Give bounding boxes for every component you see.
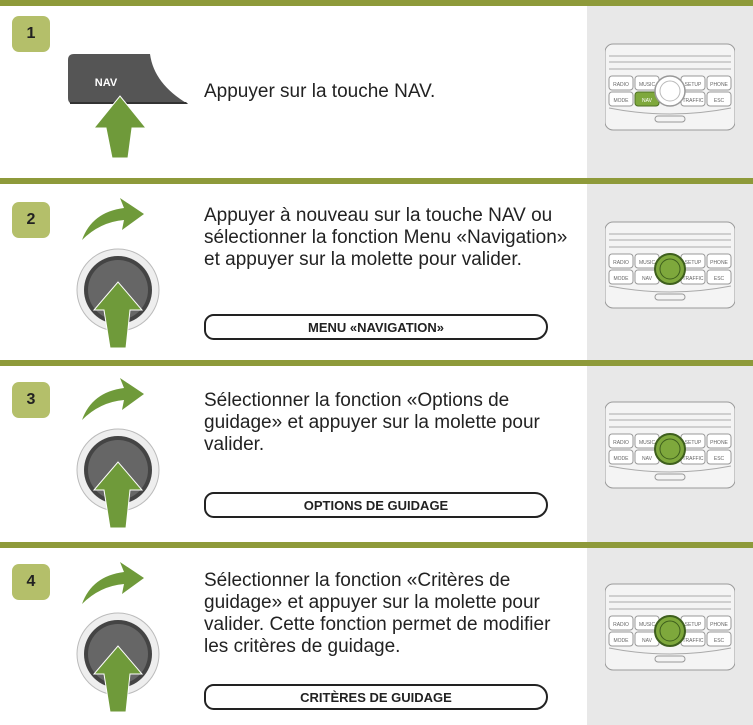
radio-key-phone-label: PHONE [710,82,728,88]
step-number: 1 [12,16,50,52]
radio-key-music-label: MUSIC [638,260,656,266]
menu-navigation-button[interactable]: MENU «NAVIGATION» [204,314,548,340]
radio-key-setup-label: SETUP [684,440,702,446]
radio-key-mode-label: MODE [613,98,629,104]
radio-key-nav-label: NAV [642,638,652,644]
nav-key-label: NAV [94,77,118,89]
radio-slot-4 [605,576,735,681]
nav-key-illustration [68,54,190,160]
step-number: 2 [12,202,50,238]
radio-unit-illustration [605,214,735,314]
step-instruction: Sélectionner la fonction «Critères de guidage» et appuyer sur la molette pour valider. Cette fonction permet de modifier les critères de guidage. [204,570,551,657]
radio-slot-1 [605,36,735,141]
step-instruction: Sélectionner la fonction «Options de guidage» et appuyer sur la molette pour valider. [204,390,540,455]
radio-key-esc-label: ESC [713,98,725,104]
radio-key-music-label: MUSIC [638,622,656,628]
radio-slot-2 [605,214,735,319]
rotate-arrow-icon [82,378,144,420]
radio-key-phone-label: PHONE [710,622,728,628]
radio-key-esc-label: ESC [713,456,725,462]
radio-key-traffic-label: TRAFFIC [682,98,704,104]
radio-key-traffic-label: TRAFFIC [682,456,704,462]
step-instruction: Appuyer sur la touche NAV. [204,81,436,102]
rotary-knob-illustration [76,370,160,538]
step-4 [0,542,753,725]
radio-key-mode-label: MODE [613,638,629,644]
radio-key-music-label: MUSIC [638,440,656,446]
rotary-knob-illustration [76,190,160,358]
step-instruction: Appuyer à nouveau sur la touche NAV ou sélectionner la fonction Menu «Navigation» et appuyer sur la molette pour valider. [204,205,568,270]
rotate-arrow-icon [82,198,144,240]
rotary-knob-illustration [76,554,160,722]
rotate-arrow-icon [82,562,144,604]
radio-key-esc-label: ESC [713,638,725,644]
radio-key-setup-label: SETUP [684,622,702,628]
radio-unit-illustration [605,36,735,136]
press-arrow-icon [94,96,146,158]
criteres-de-guidage-button[interactable]: CRITÈRES DE GUIDAGE [204,684,548,710]
radio-key-radio-label: RADIO [613,260,629,266]
radio-key-mode-label: MODE [613,276,629,282]
radio-key-radio-label: RADIO [613,622,629,628]
radio-key-nav-label: NAV [642,456,652,462]
radio-unit-illustration [605,394,735,494]
step-number: 3 [12,382,50,418]
radio-key-nav-label: NAV [642,98,652,104]
step-number: 4 [12,564,50,600]
radio-key-esc-label: ESC [713,276,725,282]
step-3 [0,360,753,546]
radio-key-phone-label: PHONE [710,440,728,446]
radio-key-music-label: MUSIC [638,82,656,88]
step-1 [0,0,753,180]
radio-key-radio-label: RADIO [613,440,629,446]
options-de-guidage-button[interactable]: OPTIONS DE GUIDAGE [204,492,548,518]
step-2 [0,178,753,364]
radio-key-setup-label: SETUP [684,260,702,266]
radio-key-setup-label: SETUP [684,82,702,88]
radio-unit-illustration [605,576,735,676]
radio-key-mode-label: MODE [613,456,629,462]
radio-key-traffic-label: TRAFFIC [682,638,704,644]
radio-key-traffic-label: TRAFFIC [682,276,704,282]
radio-key-radio-label: RADIO [613,82,629,88]
radio-key-phone-label: PHONE [710,260,728,266]
radio-key-nav-label: NAV [642,276,652,282]
radio-slot-3 [605,394,735,499]
